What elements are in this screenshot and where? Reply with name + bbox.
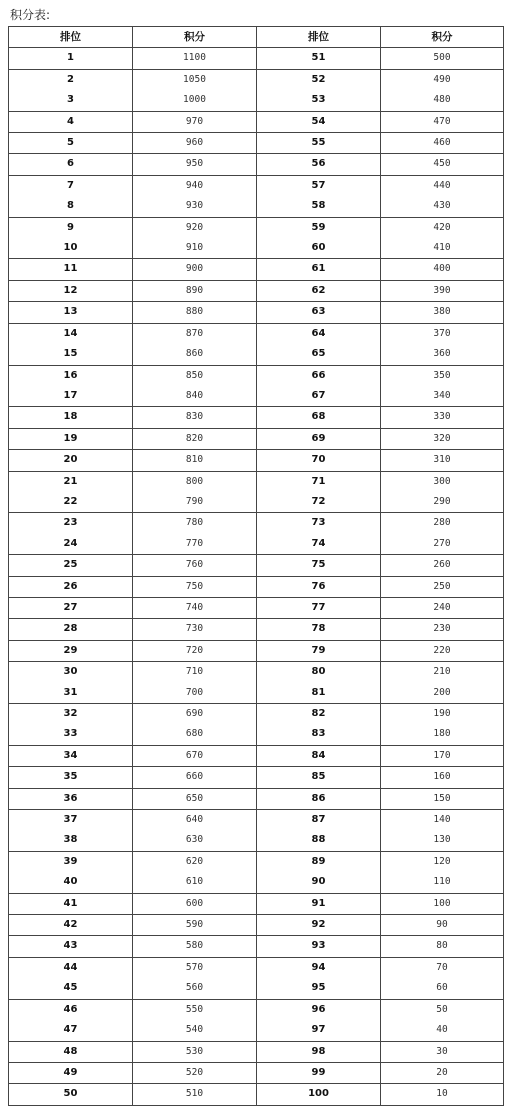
table-row bbox=[9, 217, 504, 238]
rank-cell-left: 45 bbox=[9, 978, 133, 999]
score-cell-right: 430 bbox=[381, 196, 504, 217]
rank-cell-right: 59 bbox=[257, 217, 381, 238]
rank-cell-left: 8 bbox=[9, 196, 133, 217]
rank-cell-left: 50 bbox=[9, 1084, 133, 1105]
score-cell-right: 230 bbox=[381, 619, 504, 640]
rank-cell-right: 79 bbox=[257, 640, 381, 661]
rank-cell-left: 35 bbox=[9, 767, 133, 788]
table-row bbox=[9, 1084, 504, 1105]
rank-cell-right: 58 bbox=[257, 196, 381, 217]
score-cell-left: 750 bbox=[133, 576, 257, 597]
rank-cell-left: 41 bbox=[9, 893, 133, 914]
rank-cell-left: 43 bbox=[9, 936, 133, 957]
score-cell-left: 650 bbox=[133, 788, 257, 809]
rank-cell-left: 29 bbox=[9, 640, 133, 661]
rank-cell-right: 89 bbox=[257, 851, 381, 872]
score-cell-left: 830 bbox=[133, 407, 257, 428]
rank-cell-right: 82 bbox=[257, 704, 381, 725]
score-cell-right: 100 bbox=[381, 893, 504, 914]
table-row bbox=[9, 69, 504, 90]
score-cell-left: 680 bbox=[133, 724, 257, 745]
table-row bbox=[9, 893, 504, 914]
rank-cell-left: 17 bbox=[9, 386, 133, 407]
score-cell-right: 210 bbox=[381, 662, 504, 683]
score-cell-right: 60 bbox=[381, 978, 504, 999]
rank-cell-right: 61 bbox=[257, 259, 381, 280]
rank-cell-left: 1 bbox=[9, 48, 133, 69]
score-cell-left: 740 bbox=[133, 597, 257, 618]
rank-cell-left: 36 bbox=[9, 788, 133, 809]
header-row bbox=[9, 27, 504, 48]
table-row bbox=[9, 957, 504, 978]
rank-cell-left: 47 bbox=[9, 1020, 133, 1041]
rank-cell-right: 90 bbox=[257, 872, 381, 893]
score-cell-left: 840 bbox=[133, 386, 257, 407]
table-row bbox=[9, 133, 504, 154]
rank-cell-right: 97 bbox=[257, 1020, 381, 1041]
score-cell-left: 590 bbox=[133, 915, 257, 936]
table-row bbox=[9, 90, 504, 111]
table-row bbox=[9, 1020, 504, 1041]
rank-cell-right: 83 bbox=[257, 724, 381, 745]
rank-cell-right: 64 bbox=[257, 323, 381, 344]
table-row bbox=[9, 830, 504, 851]
score-cell-right: 220 bbox=[381, 640, 504, 661]
score-cell-left: 910 bbox=[133, 238, 257, 259]
score-cell-left: 710 bbox=[133, 662, 257, 683]
table-row bbox=[9, 450, 504, 471]
table-row bbox=[9, 196, 504, 217]
rank-cell-right: 95 bbox=[257, 978, 381, 999]
score-cell-right: 270 bbox=[381, 534, 504, 555]
score-cell-right: 500 bbox=[381, 48, 504, 69]
rank-cell-right: 53 bbox=[257, 90, 381, 111]
rank-cell-left: 5 bbox=[9, 133, 133, 154]
rank-cell-left: 15 bbox=[9, 344, 133, 365]
score-cell-right: 70 bbox=[381, 957, 504, 978]
rank-cell-left: 18 bbox=[9, 407, 133, 428]
rank-cell-right: 52 bbox=[257, 69, 381, 90]
rank-cell-left: 30 bbox=[9, 662, 133, 683]
header-rank-left: 排位 bbox=[9, 27, 133, 48]
rank-cell-right: 86 bbox=[257, 788, 381, 809]
table-row bbox=[9, 619, 504, 640]
rank-cell-right: 63 bbox=[257, 302, 381, 323]
score-cell-left: 940 bbox=[133, 175, 257, 196]
table-header bbox=[9, 27, 504, 48]
rank-cell-right: 65 bbox=[257, 344, 381, 365]
rank-cell-right: 66 bbox=[257, 365, 381, 386]
score-cell-left: 770 bbox=[133, 534, 257, 555]
table-body bbox=[9, 48, 504, 1105]
rank-cell-left: 37 bbox=[9, 810, 133, 831]
rank-cell-left: 16 bbox=[9, 365, 133, 386]
score-cell-right: 300 bbox=[381, 471, 504, 492]
score-cell-left: 930 bbox=[133, 196, 257, 217]
score-cell-right: 400 bbox=[381, 259, 504, 280]
table-row bbox=[9, 999, 504, 1020]
rank-cell-right: 71 bbox=[257, 471, 381, 492]
rank-cell-left: 4 bbox=[9, 111, 133, 132]
rank-cell-left: 48 bbox=[9, 1041, 133, 1062]
rank-cell-right: 78 bbox=[257, 619, 381, 640]
table-row bbox=[9, 576, 504, 597]
rank-cell-left: 40 bbox=[9, 872, 133, 893]
score-cell-right: 480 bbox=[381, 90, 504, 111]
score-cell-right: 200 bbox=[381, 683, 504, 704]
rank-cell-left: 6 bbox=[9, 154, 133, 175]
rank-cell-right: 100 bbox=[257, 1084, 381, 1105]
table-row bbox=[9, 810, 504, 831]
score-cell-right: 420 bbox=[381, 217, 504, 238]
score-cell-right: 240 bbox=[381, 597, 504, 618]
score-cell-right: 50 bbox=[381, 999, 504, 1020]
table-row bbox=[9, 302, 504, 323]
rank-cell-right: 99 bbox=[257, 1062, 381, 1083]
rank-cell-left: 22 bbox=[9, 492, 133, 513]
score-cell-right: 340 bbox=[381, 386, 504, 407]
table-row bbox=[9, 492, 504, 513]
table-caption: 积分表: bbox=[10, 8, 51, 22]
score-cell-left: 850 bbox=[133, 365, 257, 386]
rank-cell-right: 57 bbox=[257, 175, 381, 196]
score-cell-left: 620 bbox=[133, 851, 257, 872]
score-cell-right: 250 bbox=[381, 576, 504, 597]
rank-cell-left: 23 bbox=[9, 513, 133, 534]
score-cell-right: 290 bbox=[381, 492, 504, 513]
rank-cell-right: 87 bbox=[257, 810, 381, 831]
rank-cell-left: 38 bbox=[9, 830, 133, 851]
score-cell-left: 960 bbox=[133, 133, 257, 154]
score-cell-left: 550 bbox=[133, 999, 257, 1020]
header-rank-right: 排位 bbox=[257, 27, 381, 48]
rank-cell-right: 76 bbox=[257, 576, 381, 597]
score-cell-right: 10 bbox=[381, 1084, 504, 1105]
table-row bbox=[9, 259, 504, 280]
score-cell-right: 110 bbox=[381, 872, 504, 893]
rank-cell-right: 54 bbox=[257, 111, 381, 132]
rank-cell-right: 60 bbox=[257, 238, 381, 259]
rank-cell-left: 46 bbox=[9, 999, 133, 1020]
score-cell-left: 920 bbox=[133, 217, 257, 238]
rank-cell-right: 93 bbox=[257, 936, 381, 957]
table-row bbox=[9, 111, 504, 132]
score-cell-right: 450 bbox=[381, 154, 504, 175]
rank-cell-left: 24 bbox=[9, 534, 133, 555]
rank-cell-left: 42 bbox=[9, 915, 133, 936]
score-cell-right: 120 bbox=[381, 851, 504, 872]
score-cell-right: 470 bbox=[381, 111, 504, 132]
score-cell-right: 310 bbox=[381, 450, 504, 471]
rank-cell-left: 20 bbox=[9, 450, 133, 471]
table-row bbox=[9, 534, 504, 555]
score-cell-right: 190 bbox=[381, 704, 504, 725]
score-cell-left: 900 bbox=[133, 259, 257, 280]
table-row bbox=[9, 683, 504, 704]
rank-cell-left: 39 bbox=[9, 851, 133, 872]
rank-cell-right: 68 bbox=[257, 407, 381, 428]
score-cell-left: 520 bbox=[133, 1062, 257, 1083]
rank-cell-left: 49 bbox=[9, 1062, 133, 1083]
score-cell-left: 580 bbox=[133, 936, 257, 957]
score-cell-left: 760 bbox=[133, 555, 257, 576]
table-row bbox=[9, 48, 504, 69]
score-cell-left: 1100 bbox=[133, 48, 257, 69]
rank-cell-right: 55 bbox=[257, 133, 381, 154]
rank-cell-right: 62 bbox=[257, 280, 381, 301]
header-score-right: 积分 bbox=[381, 27, 504, 48]
score-cell-right: 90 bbox=[381, 915, 504, 936]
table-row bbox=[9, 767, 504, 788]
table-row bbox=[9, 175, 504, 196]
table-row bbox=[9, 872, 504, 893]
rank-cell-right: 69 bbox=[257, 428, 381, 449]
score-cell-right: 360 bbox=[381, 344, 504, 365]
score-cell-right: 370 bbox=[381, 323, 504, 344]
table-row bbox=[9, 1041, 504, 1062]
score-cell-left: 540 bbox=[133, 1020, 257, 1041]
table-row bbox=[9, 344, 504, 365]
score-cell-right: 280 bbox=[381, 513, 504, 534]
score-cell-right: 320 bbox=[381, 428, 504, 449]
rank-cell-right: 56 bbox=[257, 154, 381, 175]
table-row bbox=[9, 386, 504, 407]
score-cell-left: 700 bbox=[133, 683, 257, 704]
rank-cell-left: 33 bbox=[9, 724, 133, 745]
rank-cell-right: 96 bbox=[257, 999, 381, 1020]
table-row bbox=[9, 662, 504, 683]
score-cell-right: 30 bbox=[381, 1041, 504, 1062]
score-cell-right: 20 bbox=[381, 1062, 504, 1083]
rank-cell-left: 28 bbox=[9, 619, 133, 640]
table-row bbox=[9, 280, 504, 301]
score-cell-left: 790 bbox=[133, 492, 257, 513]
rank-cell-left: 19 bbox=[9, 428, 133, 449]
rank-cell-left: 27 bbox=[9, 597, 133, 618]
score-cell-right: 350 bbox=[381, 365, 504, 386]
table-row bbox=[9, 323, 504, 344]
score-cell-left: 720 bbox=[133, 640, 257, 661]
score-cell-left: 1000 bbox=[133, 90, 257, 111]
score-cell-left: 810 bbox=[133, 450, 257, 471]
rank-cell-left: 32 bbox=[9, 704, 133, 725]
rank-cell-right: 91 bbox=[257, 893, 381, 914]
rank-cell-left: 3 bbox=[9, 90, 133, 111]
score-cell-right: 160 bbox=[381, 767, 504, 788]
score-cell-right: 490 bbox=[381, 69, 504, 90]
score-cell-left: 510 bbox=[133, 1084, 257, 1105]
table-row bbox=[9, 745, 504, 766]
score-cell-left: 640 bbox=[133, 810, 257, 831]
rank-cell-left: 7 bbox=[9, 175, 133, 196]
rank-cell-right: 75 bbox=[257, 555, 381, 576]
score-cell-right: 40 bbox=[381, 1020, 504, 1041]
score-cell-left: 800 bbox=[133, 471, 257, 492]
score-cell-right: 180 bbox=[381, 724, 504, 745]
rank-cell-left: 34 bbox=[9, 745, 133, 766]
table-row bbox=[9, 1062, 504, 1083]
score-cell-right: 140 bbox=[381, 810, 504, 831]
score-cell-left: 570 bbox=[133, 957, 257, 978]
table-row bbox=[9, 597, 504, 618]
score-cell-left: 630 bbox=[133, 830, 257, 851]
table-row bbox=[9, 936, 504, 957]
rank-cell-right: 77 bbox=[257, 597, 381, 618]
table-row bbox=[9, 238, 504, 259]
table-row bbox=[9, 154, 504, 175]
rank-cell-right: 85 bbox=[257, 767, 381, 788]
score-cell-left: 1050 bbox=[133, 69, 257, 90]
rank-cell-left: 25 bbox=[9, 555, 133, 576]
rank-cell-left: 9 bbox=[9, 217, 133, 238]
score-cell-left: 890 bbox=[133, 280, 257, 301]
table-row bbox=[9, 365, 504, 386]
header-score-left: 积分 bbox=[133, 27, 257, 48]
table-row bbox=[9, 513, 504, 534]
score-cell-left: 690 bbox=[133, 704, 257, 725]
table-row bbox=[9, 851, 504, 872]
score-table bbox=[8, 26, 504, 1106]
score-cell-right: 130 bbox=[381, 830, 504, 851]
rank-cell-left: 11 bbox=[9, 259, 133, 280]
score-cell-right: 170 bbox=[381, 745, 504, 766]
rank-cell-left: 10 bbox=[9, 238, 133, 259]
rank-cell-right: 51 bbox=[257, 48, 381, 69]
table-row bbox=[9, 915, 504, 936]
score-cell-left: 560 bbox=[133, 978, 257, 999]
score-cell-right: 80 bbox=[381, 936, 504, 957]
rank-cell-left: 13 bbox=[9, 302, 133, 323]
table-row bbox=[9, 640, 504, 661]
score-cell-left: 660 bbox=[133, 767, 257, 788]
score-cell-left: 670 bbox=[133, 745, 257, 766]
table-row bbox=[9, 555, 504, 576]
rank-cell-right: 72 bbox=[257, 492, 381, 513]
rank-cell-left: 14 bbox=[9, 323, 133, 344]
score-cell-left: 970 bbox=[133, 111, 257, 132]
score-cell-left: 860 bbox=[133, 344, 257, 365]
score-cell-right: 330 bbox=[381, 407, 504, 428]
score-cell-left: 780 bbox=[133, 513, 257, 534]
rank-cell-left: 44 bbox=[9, 957, 133, 978]
rank-cell-right: 70 bbox=[257, 450, 381, 471]
table-row bbox=[9, 978, 504, 999]
rank-cell-right: 67 bbox=[257, 386, 381, 407]
score-cell-right: 380 bbox=[381, 302, 504, 323]
table-row bbox=[9, 704, 504, 725]
score-cell-right: 260 bbox=[381, 555, 504, 576]
table-row bbox=[9, 788, 504, 809]
rank-cell-right: 81 bbox=[257, 683, 381, 704]
score-cell-left: 610 bbox=[133, 872, 257, 893]
rank-cell-right: 84 bbox=[257, 745, 381, 766]
score-cell-right: 150 bbox=[381, 788, 504, 809]
rank-cell-left: 31 bbox=[9, 683, 133, 704]
rank-cell-left: 2 bbox=[9, 69, 133, 90]
score-cell-left: 870 bbox=[133, 323, 257, 344]
score-cell-left: 530 bbox=[133, 1041, 257, 1062]
rank-cell-left: 26 bbox=[9, 576, 133, 597]
score-cell-right: 410 bbox=[381, 238, 504, 259]
score-cell-left: 600 bbox=[133, 893, 257, 914]
rank-cell-right: 94 bbox=[257, 957, 381, 978]
table-row bbox=[9, 407, 504, 428]
score-cell-right: 460 bbox=[381, 133, 504, 154]
rank-cell-right: 80 bbox=[257, 662, 381, 683]
rank-cell-right: 73 bbox=[257, 513, 381, 534]
score-cell-left: 950 bbox=[133, 154, 257, 175]
rank-cell-left: 21 bbox=[9, 471, 133, 492]
table-row bbox=[9, 428, 504, 449]
score-cell-left: 730 bbox=[133, 619, 257, 640]
score-cell-left: 880 bbox=[133, 302, 257, 323]
score-cell-left: 820 bbox=[133, 428, 257, 449]
score-cell-right: 440 bbox=[381, 175, 504, 196]
rank-cell-right: 98 bbox=[257, 1041, 381, 1062]
rank-cell-right: 88 bbox=[257, 830, 381, 851]
table-row bbox=[9, 471, 504, 492]
table-row bbox=[9, 724, 504, 745]
rank-cell-right: 74 bbox=[257, 534, 381, 555]
rank-cell-right: 92 bbox=[257, 915, 381, 936]
rank-cell-left: 12 bbox=[9, 280, 133, 301]
score-cell-right: 390 bbox=[381, 280, 504, 301]
